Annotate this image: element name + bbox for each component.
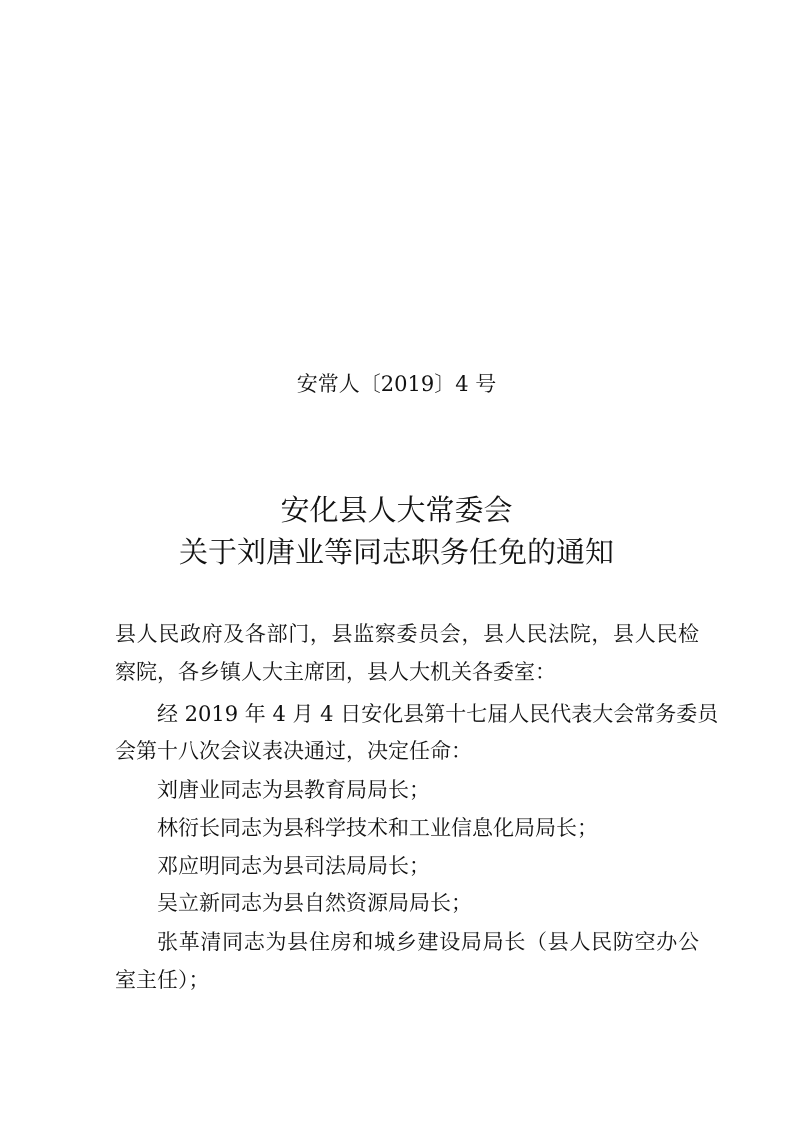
recipients-line-2: 察院，各乡镇人大主席团，县人大机关各委室：	[115, 660, 556, 684]
recipients-line-1: 县人民政府及各部门，县监察委员会，县人民法院，县人民检	[115, 622, 699, 646]
document-title-line-2: 关于刘唐业等同志职务任免的通知	[178, 535, 614, 569]
appointment-item-line-2: 室主任）；	[115, 968, 210, 992]
appointment-item: 吴立新同志为县自然资源局局长；	[157, 891, 472, 915]
intro-line-2: 会第十八次会议表决通过，决定任命：	[115, 739, 472, 763]
document-title-line-1: 安化县人大常委会	[280, 493, 513, 527]
document-number: 安常人〔2019〕4 号	[296, 372, 497, 396]
appointment-item: 林衍长同志为县科学技术和工业信息化局局长；	[157, 816, 598, 840]
appointment-item-line-1: 张革清同志为县住房和城乡建设局局长（县人民防空办公	[157, 930, 699, 954]
appointment-item: 刘唐业同志为县教育局局长；	[157, 778, 430, 802]
appointment-item: 邓应明同志为县司法局局长；	[157, 854, 430, 878]
intro-line-1: 经 2019 年 4 月 4 日安化县第十七届人民代表大会常务委员	[157, 702, 719, 726]
